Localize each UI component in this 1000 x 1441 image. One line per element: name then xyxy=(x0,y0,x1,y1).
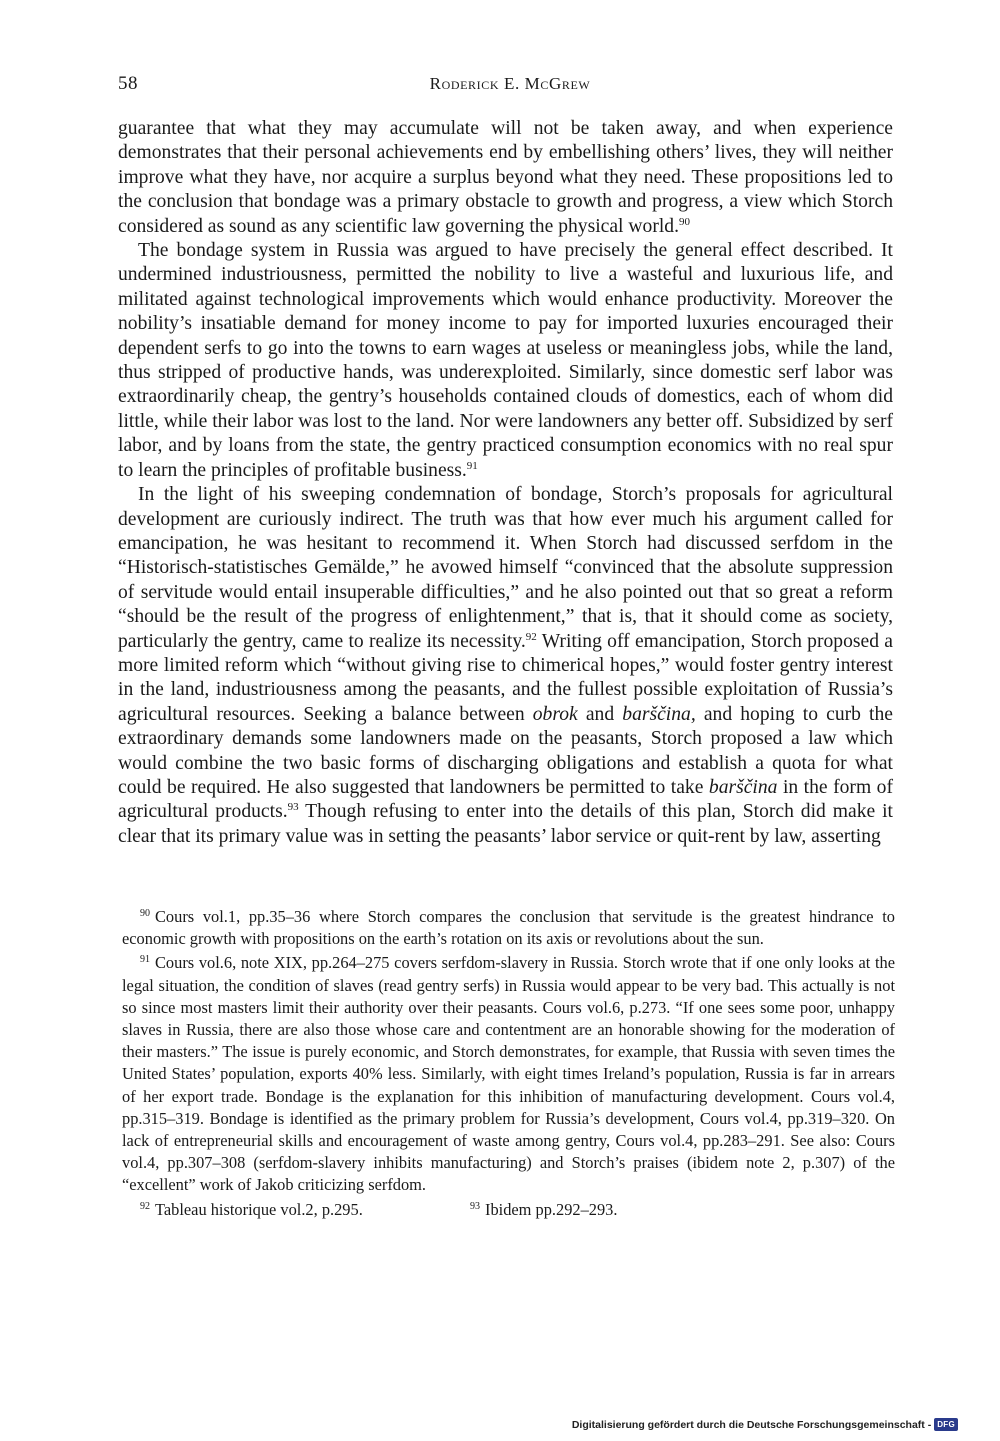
footnote-ref: 93 xyxy=(287,801,299,814)
running-head: Roderick E. McGrew xyxy=(429,74,591,93)
paragraph xyxy=(118,117,893,239)
paragraph-text: Writing off emancipation, Storch proposed a more limited reform which “without giving rise to chimerical hopes,” would foster gentry interest in the land, industriousness among the peasants, and the fullest possible exploitation of Russia’s agricultural resources. Seeking a balance between xyxy=(118,630,893,725)
footnote-ref: 90 xyxy=(679,215,690,228)
footnote-91 xyxy=(122,952,895,1196)
dfg-logo-icon: DFG xyxy=(934,1418,958,1431)
page-number: 58 xyxy=(118,73,138,94)
footnote-mark: 91 xyxy=(140,954,150,966)
credit-text: Digitalisierung gefördert durch die Deutsche Forschungsgemeinschaft - xyxy=(571,1418,932,1431)
footnotes xyxy=(122,906,895,1221)
footnote-text: Tableau historique vol.2, p.295. xyxy=(155,1199,363,1219)
paragraph-text: and xyxy=(577,703,623,725)
footnote-ref: 92 xyxy=(525,630,537,643)
paragraph-text: in the form of agricultural products. xyxy=(118,776,894,823)
paragraph-text: The bondage system in Russia was argued to have precisely the general effect described. It undermined industriousness, permitted the nobility to live a wasteful and luxurious life, and militated against technological improvements which would enhance productivity. Moreover the nobility’s insatiable demand for money income to pay for imported luxuries encouraged their dependent serfs to go into the towns to earn wages at useless or meaningless jobs, while the land, thus stripped of productive hands, was underexploited. Similarly, since domestic serf labor was extraordinarily cheap, the gentry’s households contained clouds of domestics, each of whom did little, while their labor was lost to the land. Nor were landowners any better off. Subsidized by serf labor, and by loans from the state, the gentry practiced consumption economics with no real spur to learn the principles of profitable business. xyxy=(118,240,893,481)
paragraph xyxy=(118,239,893,483)
paragraph xyxy=(118,483,893,849)
footnote-text: Cours vol.1, pp.35–36 where Storch compares the conclusion that servitude is the greatest hindrance to economic growth with propositions on the earth’s rotation on its axis or revolutions about the sun. xyxy=(122,907,895,949)
italic-term: barščina xyxy=(708,776,778,798)
main-text xyxy=(118,117,893,849)
footnote-text: Ibidem pp.292–293. xyxy=(485,1199,618,1219)
paragraph-text: and hoping to curb the extraordinary demands some landowners made on the peasants, Storch proposed a law which would combine the two basic forms of discharging obligations and establish a quota for what could be required. He also suggested that landowners be permitted to take xyxy=(118,703,893,798)
footnote-ref: 91 xyxy=(466,459,478,472)
digitization-credit xyxy=(572,1418,958,1431)
footnote-text: Cours vol.6, note XIX, pp.264–275 covers serfdom-slavery in Russia. Storch wrote that if one only looks at the legal situation, the condition of slaves (read gentry serfs) in Russia would appear to be very bad. This actually is not so since most masters limit their authority over their peasants. Cours vol.6, p.273. “If one sees some poor, unhappy slaves in Russia, there are also those whose care and contentment are an honorable showing for the moderation of their masters.” The issue is purely economic, and Storch demonstrates, for example, that Russia with seven times the United States’ population, exports 40% less. Similarly, with eight times Ireland’s population, Russia is far in arrears of her export trade. Bondage is the explanation for this inhibition of manufacturing development. Cours vol.4, pp.315–319. Bondage is identified as the primary problem for Russia’s development, Cours vol.4, pp.319–320. On lack of entrepreneurial skills and encouragement of waste among gentry, Cours vol.4, pp.283–291. See also: Cours vol.4, pp.307–308 (serfdom-slavery inhibits manufacturing) and Storch’s praises (ibidem note 2, p.307) of the “excellent” work of Jakob criticizing serfdom. xyxy=(122,953,895,1195)
italic-term: obrok xyxy=(532,703,578,725)
footnote-93 xyxy=(470,1199,617,1221)
paragraph-text: guarantee that what they may accumulate will not be taken away, and when experience demonstrates that their personal achievements end by embellishing others’ lives, they will neither improve what they have, nor acquire a surplus beyond what they need. These propositions led to the conclusion that bondage was a primary obstacle to growth and progress, a view which Storch considered as sound as any scientific law governing the physical world. xyxy=(118,118,893,237)
footnote-90 xyxy=(122,906,895,950)
footnote-mark: 90 xyxy=(140,908,150,919)
footnote-mark: 93 xyxy=(470,1200,480,1212)
paragraph-text: In the light of his sweeping condemnation of bondage, Storch’s proposals for agricultural development are curiously indirect. The truth was that how ever much his argument called for emancipation, he was hesitant to recommend it. When Storch had discussed serfdom in the “Historisch-statistisches Gemälde,” he avowed himself “convinced that the absolute suppression of servitude would entail insuperable difficulties,” and he also pointed out that so great a reform “should be the result of the progress of enlightenment,” that is, that it should come as society, particularly the gentry, came to realize its necessity. xyxy=(118,484,893,652)
paragraph-text: Though refusing to enter into the details of this plan, Storch did make it clear that its primary value was in setting the peasants’ labor service or quit-rent by law, asserting xyxy=(118,801,893,847)
footnote-92 xyxy=(140,1199,470,1221)
footnote-row xyxy=(122,1199,895,1221)
italic-term: barščina, xyxy=(622,703,696,725)
footnote-mark: 92 xyxy=(140,1200,150,1212)
